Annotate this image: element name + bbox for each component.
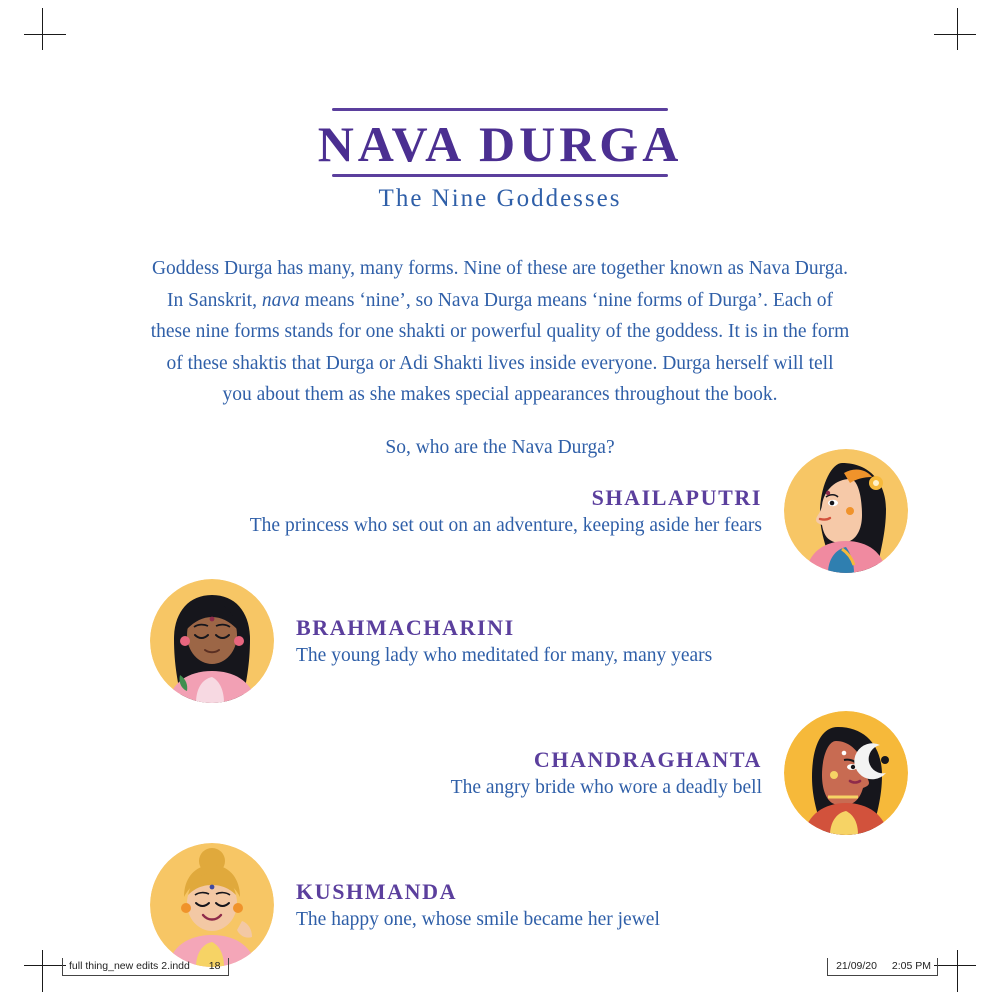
- goddess-text-shailaputri: [228, 485, 784, 537]
- crop-mark-top-right: [934, 8, 976, 50]
- title-block: [60, 108, 940, 213]
- list-item-kushmanda: [150, 843, 940, 967]
- shailaputri-portrait: [784, 449, 908, 573]
- footer-file-info: [62, 958, 229, 976]
- goddess-description-brahmacharini: The young lady who meditated for many, many years: [296, 644, 713, 666]
- footer-page-number: 18: [208, 960, 221, 972]
- goddess-description-shailaputri: The princess who set out on an adventure, keeping aside her fears: [249, 514, 762, 536]
- crop-mark-top-left: [24, 8, 66, 50]
- goddess-name-kushmanda: KUSHMANDA: [296, 878, 458, 904]
- intro-text-part2: means ‘nine’, so Nava Durga means ‘nine forms of Durga’. Each of these nine forms stands for one shakti or powerful quality of the goddess. It is in the form of these shaktis that Durga or Adi Shakti lives inside everyone. Durga herself will tell you about them as she makes special appearances throughout the book.: [150, 289, 850, 406]
- chandraghanta-portrait: [784, 711, 908, 835]
- intro-question: So, who are the Nava Durga?: [385, 436, 615, 458]
- goddess-description-chandraghanta: The angry bride who wore a deadly bell: [450, 776, 762, 798]
- book-page: [60, 60, 940, 940]
- goddess-text-kushmanda: [274, 879, 682, 931]
- title-rule-top: [332, 108, 668, 111]
- list-item-brahmacharini: [150, 579, 940, 703]
- footer-time: 2:05 PM: [891, 960, 931, 972]
- page-subtitle: The Nine Goddesses: [378, 185, 622, 212]
- footer-file-name: full thing_new edits 2.indd: [69, 960, 190, 972]
- goddess-name-chandraghanta: CHANDRAGHANTA: [533, 746, 762, 772]
- kushmanda-portrait: [150, 843, 274, 967]
- goddess-description-kushmanda: The happy one, whose smile became her jewel: [296, 908, 660, 930]
- list-item-shailaputri: [60, 449, 908, 573]
- page-footer: [0, 954, 1000, 976]
- goddess-name-brahmacharini: BRAHMACHARINI: [296, 614, 515, 640]
- intro-text-part1: Goddess Durga has many, many forms. Nine of these are together known as Nava Durga. In Sanskrit,: [151, 258, 849, 311]
- page-title: NAVA DURGA: [317, 116, 683, 172]
- goddess-name-shailaputri: SHAILAPUTRI: [591, 484, 762, 510]
- intro-italic-word: nava: [261, 289, 300, 311]
- intro-paragraph: [150, 253, 850, 411]
- footer-date: 21/09/20: [836, 960, 877, 972]
- goddess-text-chandraghanta: [429, 747, 784, 799]
- brahmacharini-portrait: [150, 579, 274, 703]
- footer-timestamp: [827, 958, 938, 976]
- title-rule-bottom: [332, 174, 668, 177]
- list-item-chandraghanta: [60, 711, 908, 835]
- goddess-text-brahmacharini: [274, 615, 734, 667]
- goddess-list: [60, 449, 940, 967]
